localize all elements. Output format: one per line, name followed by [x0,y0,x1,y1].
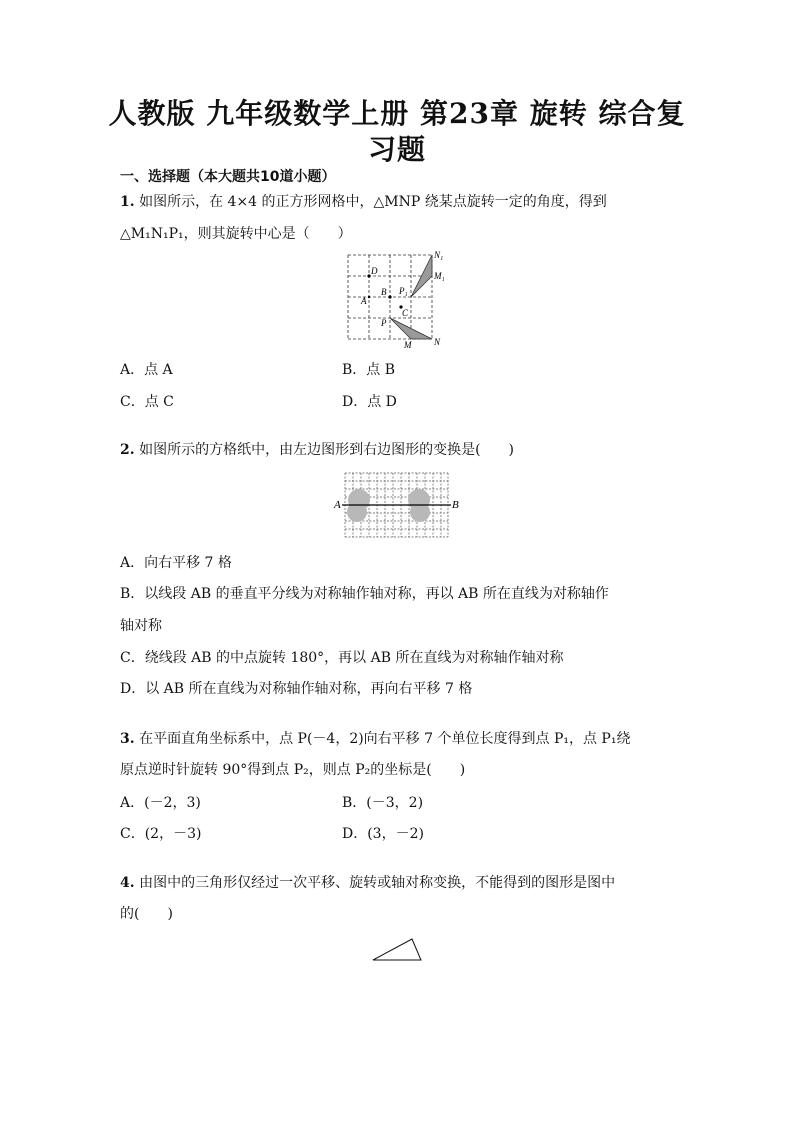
label-p: P [381,318,387,328]
label-b: B [381,287,387,297]
label-a: A [361,296,367,306]
q1-rotation-grid-figure [346,252,446,352]
q2-option-c: C．绕线段 AB 的中点旋转 180°，再以 AB 所在直线为对称轴作轴对称 [120,650,564,666]
q4-triangle-figure [370,936,426,964]
title-line-2: 习题 [367,133,426,166]
q4-number: 4. [120,875,135,891]
q3-option-c: C．(2，－3) [120,826,202,842]
q3-option-b: B．(－3，2) [342,795,424,811]
section-heading: 一、选择题（本大题共10道小题） [120,169,336,185]
q1-option-a: A．点 A [120,362,173,378]
label-c: C [402,308,409,318]
label-d: D [371,266,378,276]
q3-option-d: D．(3，－2) [342,826,424,842]
q3-text-1: 在平面直角坐标系中，点 P(－4，2)向右平移 7 个单位长度得到点 P₁，点 P₁绕 [139,731,631,747]
q3-line-1 [120,729,680,749]
label-m1: M₁ [434,271,445,281]
q2-number: 2. [120,442,135,458]
q4-text-1: 由图中的三角形仅经过一次平移、旋转或轴对称变换，不能得到的图形是图中 [139,875,616,891]
q3-number: 3. [120,731,135,747]
label-m: M [404,340,412,350]
label-b: B [452,499,459,511]
page-title [100,96,694,168]
title-line-1: 人教版 九年级数学上册 第23章 旋转 综合复 [108,97,686,130]
q2-grid-figure [334,470,464,546]
q1-text-1: 如图所示，在 4×4 的正方形网格中，△MNP 绕某点旋转一定的角度，得到 [139,194,607,210]
q2-option-b-continued: 轴对称 [120,618,162,634]
q2-line-1 [120,440,680,460]
label-n: N [434,337,441,347]
q4-line-1 [120,873,680,893]
q2-option-b: B．以线段 AB 的垂直平分线为对称轴作轴对称，再以 AB 所在直线为对称轴作 [120,586,609,602]
q1-number: 1. [120,194,135,210]
q1-option-c: C．点 C [120,394,174,410]
q1-line-2: △M₁N₁P₁，则其旋转中心是（ ） [120,226,352,242]
triangle [373,939,421,960]
q2-option-a: A．向右平移 7 格 [120,555,232,571]
q4-line-2: 的( ) [120,906,173,922]
q2-text-1: 如图所示的方格纸中，由左边图形到右边图形的变换是( ) [139,442,515,458]
label-n1: N₁ [434,250,444,260]
label-a: A [334,499,341,511]
q1-option-d: D．点 D [342,394,397,410]
q3-line-2: 原点逆时针旋转 90°得到点 P₂，则点 P₂的坐标是( ) [120,762,466,778]
q3-option-a: A．(－2，3) [120,795,201,811]
label-p1: P₁ [399,286,408,296]
q2-option-d: D．以 AB 所在直线为对称轴作轴对称，再向右平移 7 格 [120,681,473,697]
q1-option-b: B．点 B [342,362,396,378]
q1-line-1 [120,192,680,212]
